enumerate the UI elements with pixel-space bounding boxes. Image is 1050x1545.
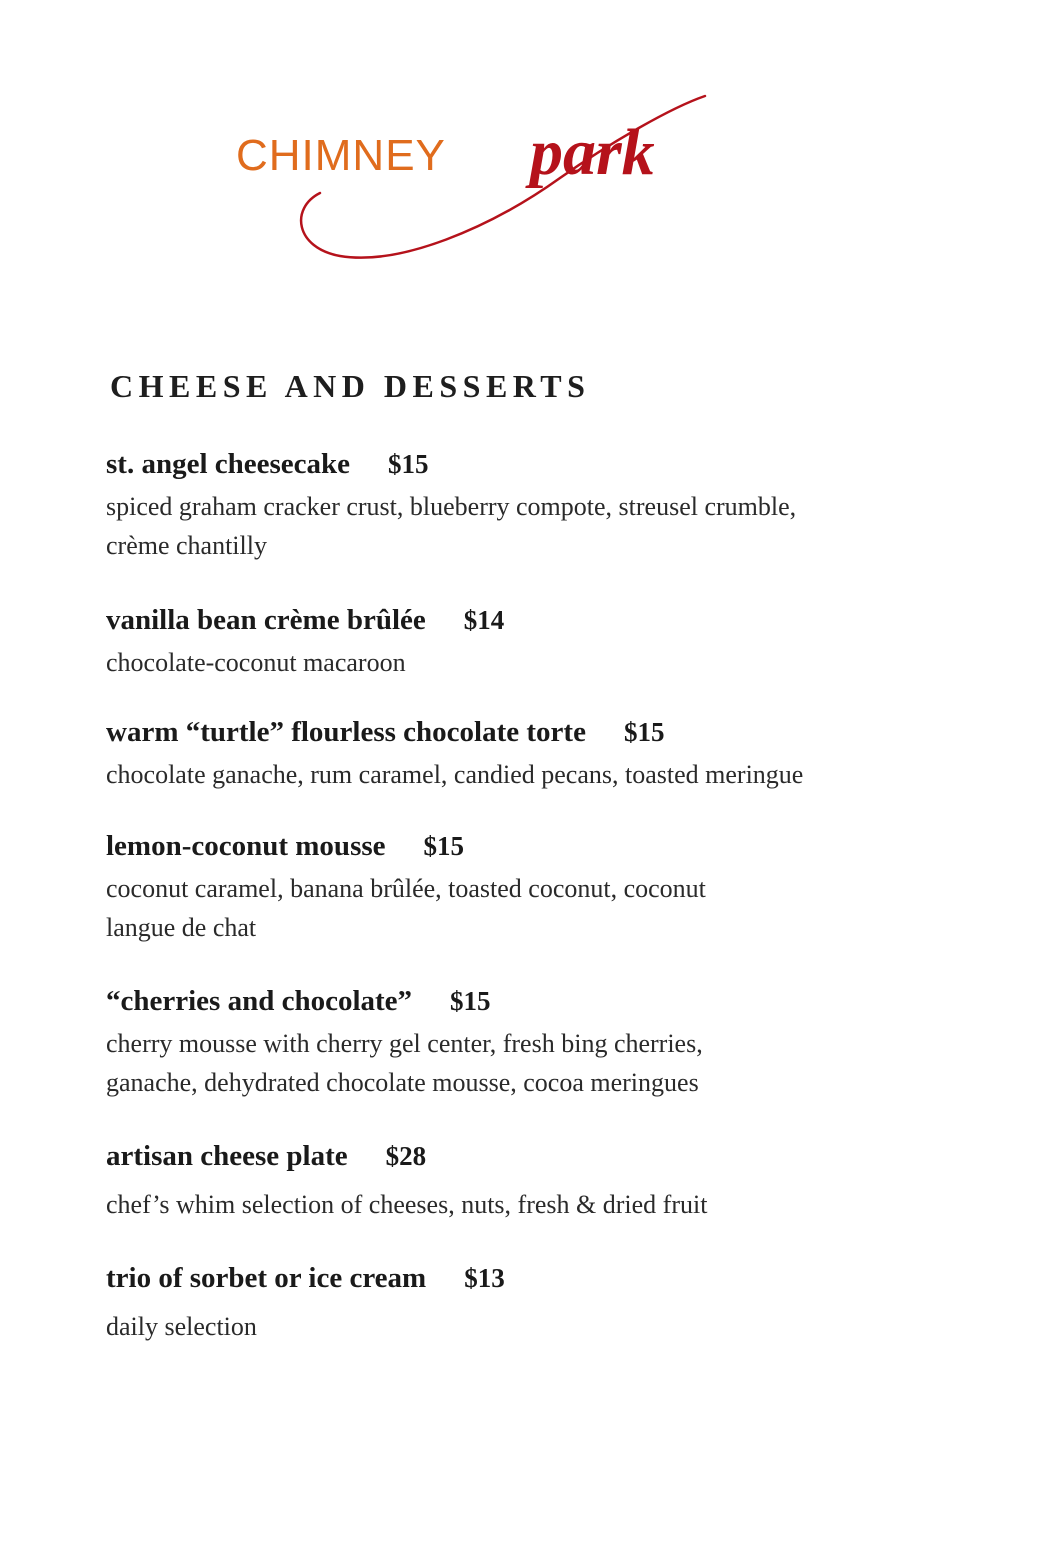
menu-item xyxy=(106,716,926,794)
menu-item xyxy=(106,830,926,947)
menu-item xyxy=(106,448,926,565)
item-price: $15 xyxy=(388,449,429,479)
menu-item xyxy=(106,1140,926,1224)
menu-item xyxy=(106,604,926,682)
logo-graphic xyxy=(230,88,730,278)
item-name: warm “turtle” flourless chocolate torte xyxy=(106,716,586,748)
item-name: “cherries and chocolate” xyxy=(106,985,413,1017)
item-description: daily selection xyxy=(106,1312,257,1341)
item-name: lemon-coconut mousse xyxy=(106,830,386,862)
item-name: st. angel cheesecake xyxy=(106,448,351,480)
menu-item xyxy=(106,985,926,1102)
section-title: CHEESE AND DESSERTS xyxy=(110,368,591,404)
item-description: chef’s whim selection of cheeses, nuts, fresh & dried fruit xyxy=(106,1190,708,1219)
item-name: trio of sorbet or ice cream xyxy=(106,1262,427,1294)
item-price: $13 xyxy=(464,1263,505,1293)
item-name: artisan cheese plate xyxy=(106,1140,348,1172)
item-description: chocolate-coconut macaroon xyxy=(106,648,406,677)
item-price: $28 xyxy=(385,1141,427,1171)
item-price: $15 xyxy=(423,831,465,861)
item-price: $15 xyxy=(623,717,665,747)
item-description: chocolate ganache, rum caramel, candied pecans, toasted meringue xyxy=(106,760,804,789)
item-name: vanilla bean crème brûlée xyxy=(106,604,426,636)
menu-item xyxy=(106,1262,926,1346)
item-description: cherry mousse with cherry gel center, fresh bing cherries, ganache, dehydrated chocolate mousse, cocoa meringues xyxy=(106,1029,703,1097)
item-description: spiced graham cracker crust, blueberry compote, streusel crumble, crème chantilly xyxy=(106,492,797,560)
item-price: $14 xyxy=(463,605,505,635)
logo-script: park xyxy=(530,116,655,189)
logo-word: CHIMNEY xyxy=(236,131,446,180)
item-price: $15 xyxy=(450,986,491,1016)
chimney-park-logo xyxy=(230,88,730,278)
item-description: coconut caramel, banana brûlée, toasted coconut, coconut langue de chat xyxy=(106,874,706,942)
